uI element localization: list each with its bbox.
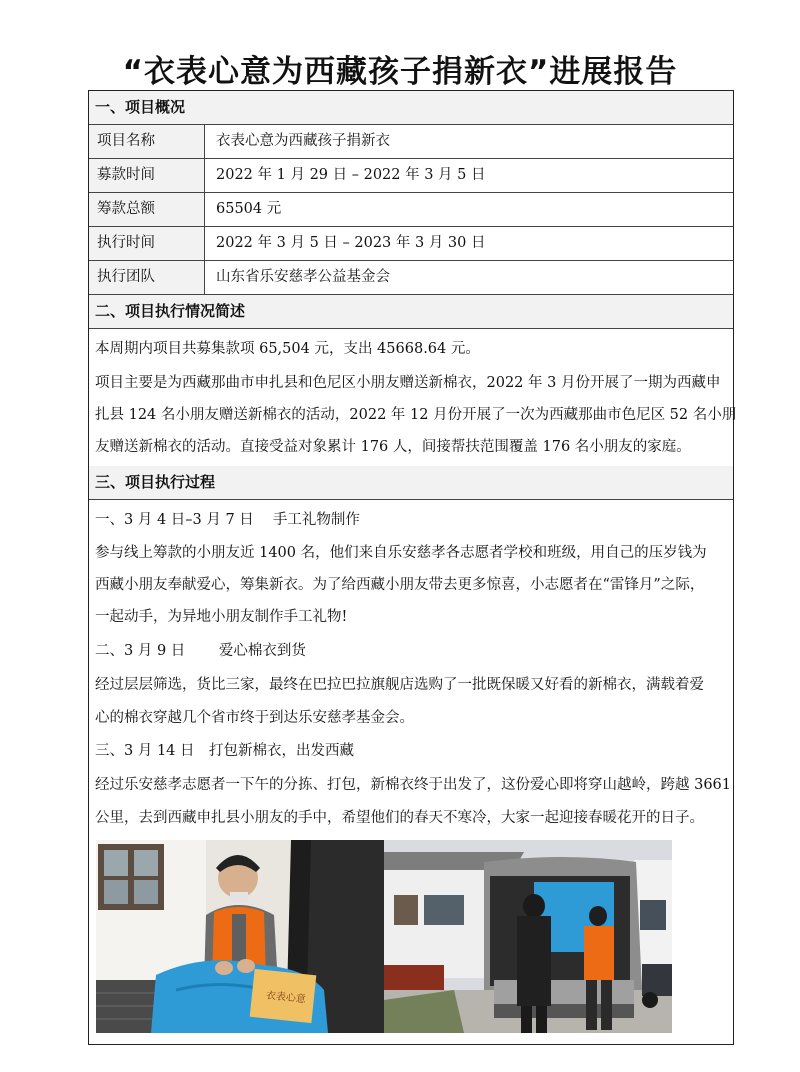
process-line: 公里，去到西藏申扎县小朋友的手中，希望他们的春天不寒冷，大家一起迎接春暖花开的日子。 [95, 810, 704, 826]
process-line: 心的棉衣穿越几个省市终于到达乐安慈孝基金会。 [95, 710, 414, 726]
section-heading-summary: 二、项目执行情况简述 [89, 295, 733, 329]
section-heading-process: 三、项目执行过程 [89, 466, 733, 500]
process-subheading: 一、3 月 4 日–3 月 7 日 手工礼物制作 [95, 512, 360, 528]
row-label: 募款时间 [89, 159, 205, 192]
process-subheading: 二、3 月 9 日 爱心棉衣到货 [95, 643, 306, 659]
table-row [89, 261, 733, 295]
table-row [89, 159, 733, 193]
section-heading-overview: 一、项目概况 [89, 91, 733, 125]
row-label: 执行时间 [89, 227, 205, 260]
row-value: 2022 年 3 月 5 日 – 2023 年 3 月 30 日 [216, 235, 486, 251]
row-value: 山东省乐安慈孝公益基金会 [216, 269, 390, 285]
process-line: 经过乐安慈孝志愿者一下午的分拣、打包，新棉衣终于出发了，这份爱心即将穿山越岭，跨越 3661 [95, 777, 732, 793]
process-line: 西藏小朋友奉献爱心，筹集新衣。为了给西藏小朋友带去更多惊喜，小志愿者在“雷锋月”之际， [95, 577, 705, 593]
summary-line: 项目主要是为西藏那曲市申扎县和色尼区小朋友赠送新棉衣，2022 年 3 月份开展了一期为西藏申 [95, 375, 721, 391]
process-line: 一起动手，为异地小朋友制作手工礼物! [95, 609, 348, 625]
row-value: 衣表心意为西藏孩子捐新衣 [216, 133, 390, 149]
process-subheading: 三、3 月 14 日 打包新棉衣，出发西藏 [95, 743, 355, 759]
process-line: 经过层层筛选，货比三家，最终在巴拉巴拉旗舰店选购了一批既保暖又好看的新棉衣，满载着爱 [95, 677, 704, 693]
photo-packing [96, 840, 384, 1033]
photo-loading-van [384, 840, 672, 1033]
table-row [89, 125, 733, 159]
report-title: “衣表心意为西藏孩子捐新衣”进展报告 [122, 54, 678, 90]
row-value: 2022 年 1 月 29 日 – 2022 年 3 月 5 日 [216, 167, 486, 183]
table-row [89, 227, 733, 261]
row-value: 65504 元 [216, 201, 282, 217]
summary-line: 扎县 124 名小朋友赠送新棉衣的活动，2022 年 12 月份开展了一次为西藏那曲市色尼区 52 名小朋 [95, 407, 737, 423]
bag-card-text: 衣表心意 [265, 990, 307, 1006]
table-row [89, 193, 733, 227]
row-label: 执行团队 [89, 261, 205, 294]
summary-line: 友赠送新棉衣的活动。直接受益对象累计 176 人，间接帮扶范围覆盖 176 名小朋友的家庭。 [95, 439, 691, 455]
process-line: 参与线上筹款的小朋友近 1400 名，他们来自乐安慈孝各志愿者学校和班级，用自己的压岁钱为 [95, 545, 707, 561]
summary-line: 本周期内项目共募集款项 65,504 元，支出 45668.64 元。 [95, 341, 480, 357]
row-label: 项目名称 [89, 125, 205, 158]
row-label: 筹款总额 [89, 193, 205, 226]
